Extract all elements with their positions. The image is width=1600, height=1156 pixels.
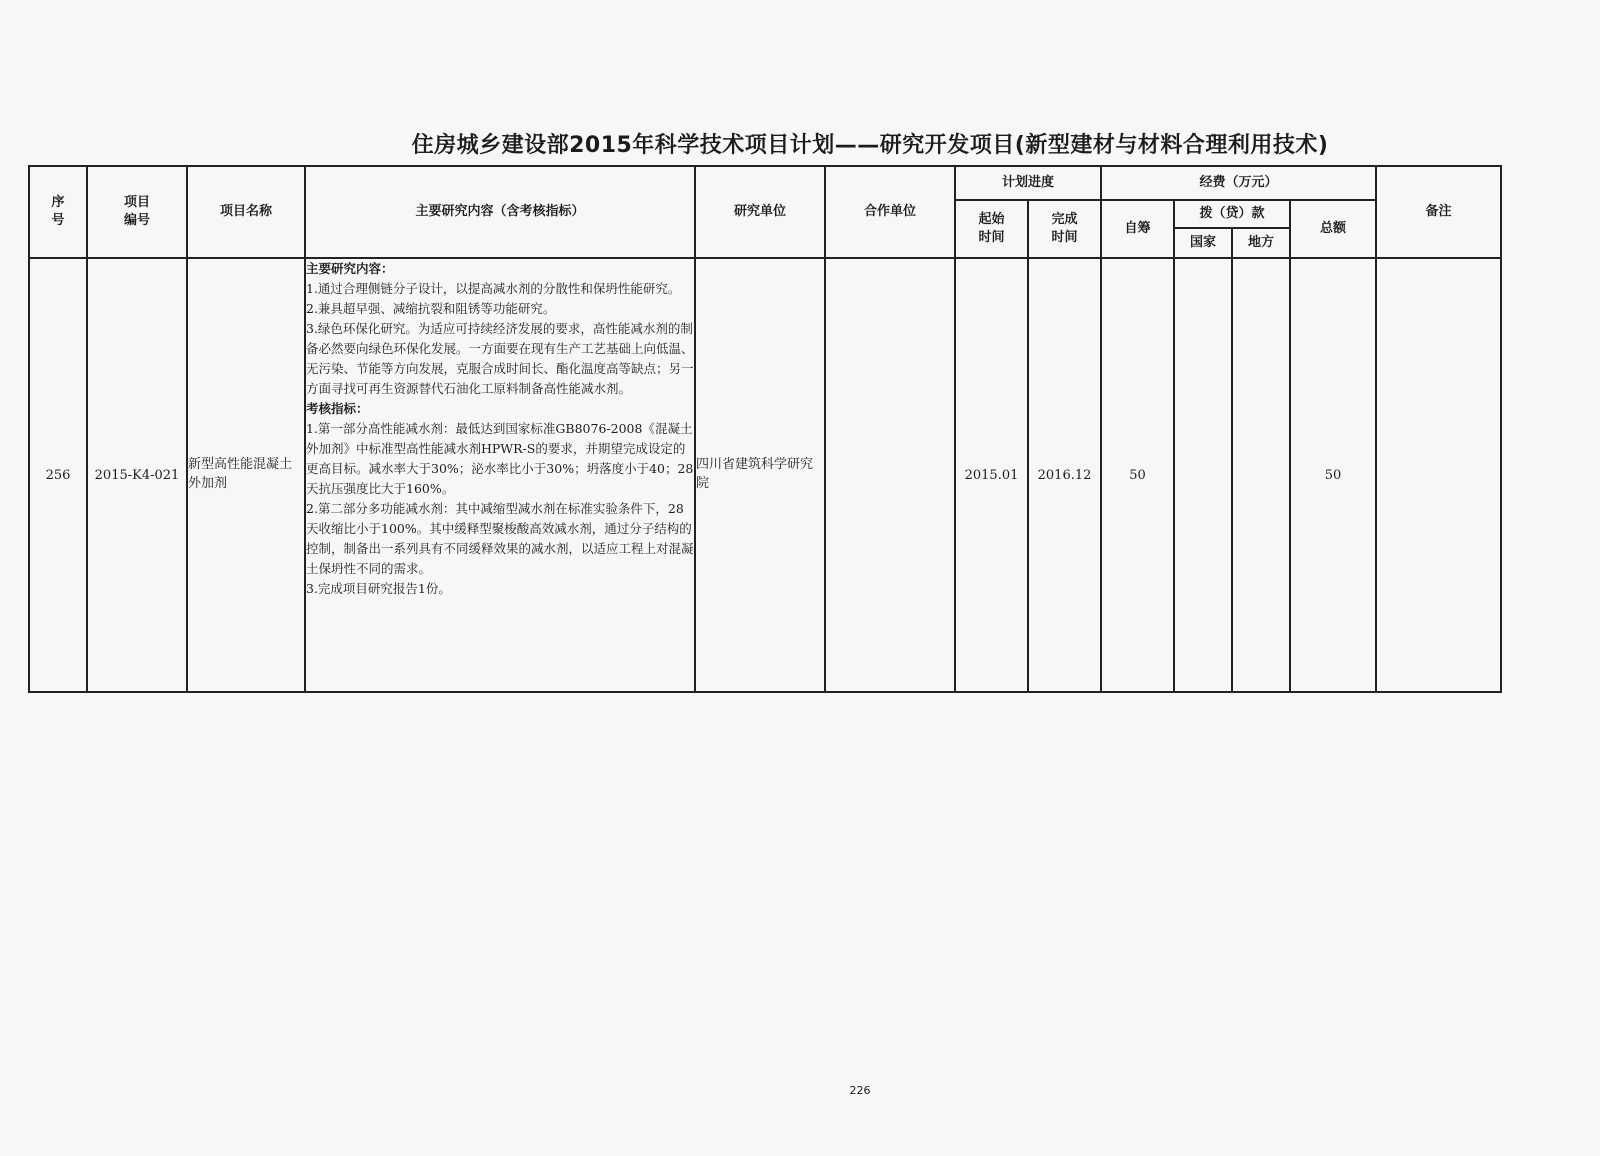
header-national: 国家	[1174, 228, 1232, 258]
cell-national	[1174, 258, 1232, 692]
header-partner-unit: 合作单位	[825, 166, 955, 258]
header-self-raised: 自筹	[1101, 200, 1174, 258]
research-item: 2.兼具超早强、减缩抗裂和阻锈等功能研究。	[306, 301, 556, 316]
table-row	[29, 258, 1501, 692]
cell-research-unit: 四川省建筑科学研究院	[695, 258, 825, 692]
cell-content	[305, 258, 695, 692]
indicator-heading: 考核指标：	[306, 401, 369, 416]
header-project-name: 项目名称	[187, 166, 305, 258]
header-research-unit: 研究单位	[695, 166, 825, 258]
page-title: 住房城乡建设部2015年科学技术项目计划——研究开发项目(新型建材与材料合理利用技术)	[411, 133, 1329, 158]
indicator-item: 2.第二部分多功能减水剂：其中减缩型减水剂在标准实验条件下，28天收缩比小于100%。其中缓释型聚梭酸高效减水剂，通过分子结构的控制，制备出一系列具有不同缓释效果的减水剂，以适应工程上对混凝土保坍性不同的需求。	[306, 501, 694, 576]
cell-seq: 256	[29, 258, 87, 692]
cell-end-time: 2016.12	[1028, 258, 1101, 692]
research-heading: 主要研究内容：	[306, 261, 394, 276]
header-local: 地方	[1232, 228, 1290, 258]
header-project-no: 项目 编号	[87, 166, 187, 258]
header-end-time: 完成 时间	[1028, 200, 1101, 258]
header-content: 主要研究内容（含考核指标）	[305, 166, 695, 258]
header-allocation: 拨（贷）款	[1174, 200, 1290, 228]
research-item: 3.绿色环保化研究。为适应可持续经济发展的要求，高性能减水剂的制备必然要向绿色环保化发展。一方面要在现有生产工艺基础上向低温、无污染、节能等方向发展，克服合成时间长、酯化温度高等缺点；另一方面寻找可再生资源替代石油化工原料制备高性能减水剂。	[306, 321, 694, 396]
cell-start-time: 2015.01	[955, 258, 1028, 692]
cell-remarks	[1376, 258, 1501, 692]
cell-partner-unit	[825, 258, 955, 692]
header-start-time: 起始 时间	[955, 200, 1028, 258]
cell-project-name: 新型高性能混凝土外加剂	[187, 258, 305, 692]
cell-project-no: 2015-K4-021	[87, 258, 187, 692]
header-schedule: 计划进度	[955, 166, 1101, 200]
indicator-item: 1.第一部分高性能减水剂：最低达到国家标准GB8076-2008《混凝土外加剂》中标准型高性能减水剂HPWR-S的要求，并期望完成设定的更高目标。减水率大于30%；泌水率比小于30%；坍落度小于40；28天抗压强度比大于160%。	[306, 421, 694, 496]
project-plan-table	[28, 165, 1502, 693]
indicator-item: 3.完成项目研究报告1份。	[306, 581, 451, 596]
cell-total: 50	[1290, 258, 1376, 692]
research-item: 1.通过合理侧链分子设计，以提高减水剂的分散性和保坍性能研究。	[306, 281, 681, 296]
page-number: 226	[849, 1084, 871, 1097]
cell-self-raised: 50	[1101, 258, 1174, 692]
cell-local	[1232, 258, 1290, 692]
header-funding: 经费（万元）	[1101, 166, 1376, 200]
header-remarks: 备注	[1376, 166, 1501, 258]
header-total: 总额	[1290, 200, 1376, 258]
header-seq: 序 号	[29, 166, 87, 258]
